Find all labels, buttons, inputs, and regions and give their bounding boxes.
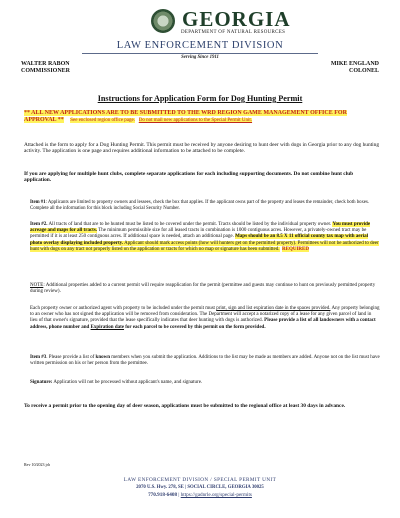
item-2-maps-required: You must provide acreage and maps for all tracts. (30, 222, 371, 234)
owner-bold-b: for each parcel to be covered by this permit on the form provided. (124, 324, 266, 330)
document-title: Instructions for Application Form for Dog Hunting Permit (97, 94, 303, 103)
georgia-dnr-seal-icon (151, 9, 175, 33)
signature-label: Signature: (30, 380, 53, 385)
colonel-title: COLONEL (348, 68, 379, 74)
item-3-text-a: . Please provide a list of (46, 355, 96, 360)
notice-bold: ** ALL NEW APPLICATIONS ARE TO BE SUBMITTED TO THE WRD REGION GAME MANAGEMENT OFFICE FOR APPROVAL ** (24, 110, 347, 123)
item-3-label: Item #3 (30, 355, 47, 360)
signature-text: Application will not be processed without applicant's name, and signature. (52, 380, 203, 385)
footer-unit: LAW ENFORCEMENT DIVISION / SPECIAL PERMIT UNIT (123, 477, 277, 483)
item-2-map-spec: Maps should be an 8.5 X 11 official county tax map with aerial photo overlay displaying included property. (30, 234, 369, 246)
item-3-known: known (95, 355, 110, 360)
owner-expiration: Expiration date (90, 324, 125, 330)
signature-paragraph (30, 380, 380, 386)
notice-region-note: See enclosed region office page. (70, 118, 135, 123)
footer-contact (0, 492, 400, 498)
division-name: LAW ENFORCEMENT DIVISION (116, 40, 284, 51)
intro-paragraph: Attached is the form to apply for a Dog Hunting Permit. This permit must be received by anyone desiring to hunt deer with dogs in Georgia prior to any dog hunting activity. The application is one page and requires additional information to be attached to be complete. (24, 142, 380, 155)
note-paragraph (30, 283, 380, 295)
owner-text-a: Each property owner or authorized agent with property to be included under the permit must (30, 306, 217, 311)
notice-mail-note: Do not mail new applications to the Special Permit Unit. (138, 118, 253, 123)
multiple-clubs-paragraph: If you are applying for multiple hunt clubs, complete separate applications for each including supporting documents. Do not combine hunt club application. (24, 171, 354, 184)
commissioner-name: WALTER RABON (21, 61, 70, 67)
item-2-text-c: Applicant should mark access points (how will hunters get on the permitted property). Permittees will not be authorized to deer hunt with dogs on any tract not properly listed on the application or tracts for which no map or signature has been submitted. (30, 240, 379, 252)
item-3-paragraph (30, 355, 380, 367)
commissioner-title: COMMISSIONER (21, 68, 71, 74)
serving-since: Serving Since 1911 (181, 55, 219, 60)
footer-phone: 770.918-6408 (148, 492, 178, 498)
owner-sign-instruction: print, sign and list expiration date in the spaces provided. (216, 306, 331, 311)
owner-text-b: Any property belonging to an owner who has not signed the application will be removed from consideration. The Department will accept a notarized copy of a lease for any given parcel of land in lieu of that owner's signature, provided that the lease specifically indicates that deer hunting with dogs is authorized. (30, 306, 380, 324)
footer-separator: | (177, 492, 181, 498)
item-1-label: Item #1 (30, 200, 46, 205)
note-text: : Additional properties added to a current permit will require reapplication for the permit (permittee and guests may continue to hunt on previously permitted property during review). (30, 283, 376, 295)
item-1-paragraph (30, 200, 380, 211)
department-name: DEPARTMENT OF NATURAL RESOURCES (181, 30, 286, 35)
item-3-text-b: members when you submit the application. Additions to the list may be made as members are added. Anyone not on the list must have written permission on his or her person from the permittee. (30, 355, 380, 367)
item-2-paragraph (30, 222, 380, 253)
item-2-text-a: All tracts of land that are to be hunted must be listed to be covered under the permit. Tracts should be listed by the individual property owner. (47, 222, 333, 227)
item-2-text-b: The minimum permissible size for all leased tracts in combination is 1000 contiguous acres. However, a privately-owned tract may be permitted if it is at least 250 contiguous acres. If additional space is needed, attach an additional page. (30, 228, 367, 240)
colonel-name: MIKE ENGLAND (330, 61, 379, 67)
owner-bold-a: Please provide a list of all landowners with a contact address, phone number and (30, 318, 376, 330)
footer-address: 2070 U.S. Hwy. 278, SE | SOCIAL CIRCLE, GEORGIA 30025 (136, 485, 264, 490)
submission-notice (24, 110, 380, 124)
item-1-text: : Applicants are limited to property owners and lessees, check the box that applies. If the applicant owns part of the property and leases the remainder, check both boxes. Complete all the information for this block including Social Security Number. (30, 200, 370, 211)
agency-name: GEORGIA (182, 7, 291, 31)
revision-note: Rev 10/2023 jrh (24, 462, 50, 467)
commissioner-block (21, 61, 70, 75)
deadline-paragraph: To receive a permit prior to the opening day of deer season, applications must be submitted to the regional office at least 30 days in advance. (24, 403, 346, 409)
owner-paragraph (30, 306, 380, 331)
colonel-block (331, 61, 379, 75)
item-2-required: REQUIRED (282, 246, 309, 252)
note-label: NOTE (30, 283, 44, 288)
footer-website-link[interactable]: https://gadnrle.org/special-permits (180, 492, 252, 498)
item-2-label: Item #2. (30, 222, 48, 227)
header-divider (82, 53, 318, 54)
